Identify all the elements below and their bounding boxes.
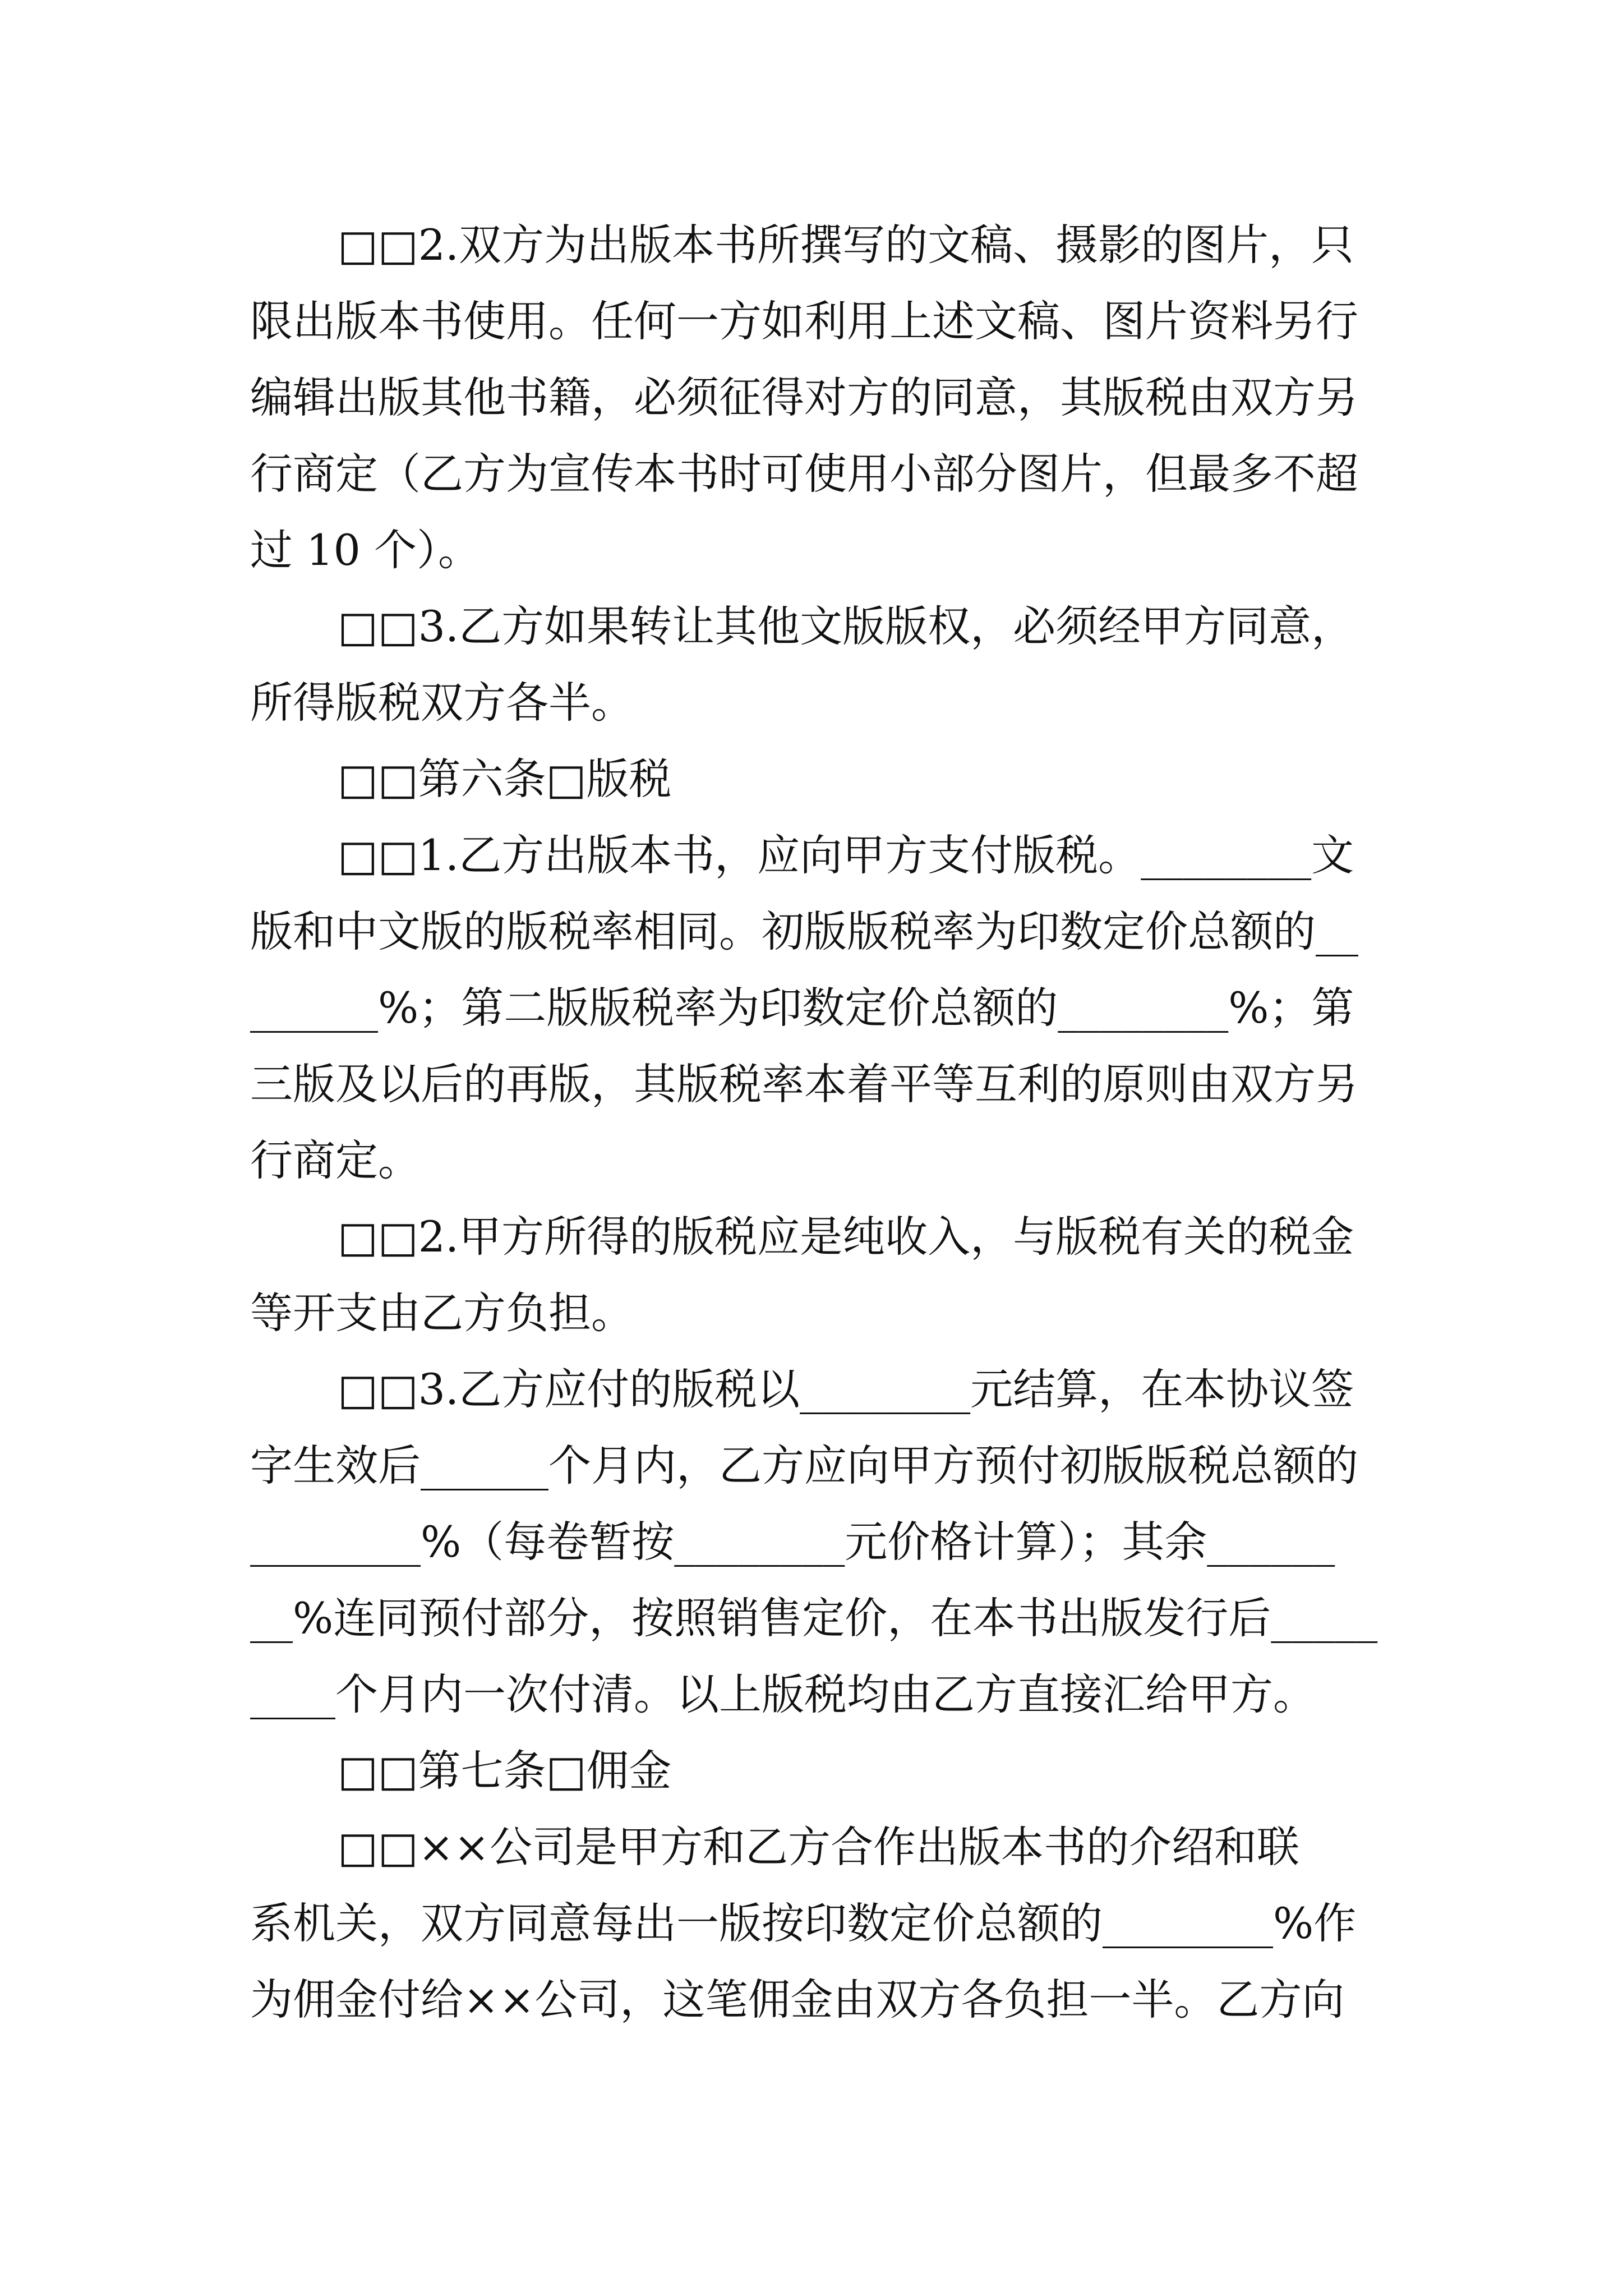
- line-text: 过 10 个）。: [250, 525, 481, 575]
- paragraph-line: [0, 435, 1623, 513]
- line-text: 行商定（乙方为宣传本书时可使用小部分图片，但最多不超: [250, 449, 1358, 499]
- paragraph-line: [0, 816, 1623, 895]
- line-text: 限出版本书使用。任何一方如利用上述文稿、图片资料另行: [250, 296, 1358, 346]
- line-text: ________%（每卷暂按________元价格计算）；其余______: [250, 1517, 1335, 1567]
- paragraph-line: [0, 1808, 1623, 1887]
- line-text: 系机关，双方同意每出一版按印数定价总额的________%作: [250, 1898, 1357, 1948]
- paragraph-line: [0, 1427, 1623, 1505]
- line-text: □□2.双方为出版本书所撰写的文稿、摄影的图片，只: [338, 220, 1354, 270]
- line-text: 行商定。: [250, 1135, 421, 1185]
- line-text: □□1.乙方出版本书，应向甲方支付版税。________文: [338, 830, 1354, 880]
- line-text: 字生效后______个月内，乙方应向甲方预付初版版税总额的: [250, 1441, 1358, 1490]
- line-text: □□××公司是甲方和乙方合作出版本书的介绍和联: [338, 1822, 1299, 1872]
- line-text: ______%；第二版版税率为印数定价总额的________%；第: [250, 983, 1354, 1033]
- paragraph-line: [0, 282, 1623, 361]
- paragraph-line: [0, 511, 1623, 590]
- paragraph-line: [0, 1579, 1623, 1658]
- paragraph-line: [0, 892, 1623, 971]
- paragraph-line: [0, 1961, 1623, 2039]
- paragraph-line: [0, 1503, 1623, 1581]
- paragraph-line: [0, 664, 1623, 742]
- paragraph-line: [0, 1274, 1623, 1352]
- section-heading: [0, 1732, 1623, 1810]
- line-text: ____个月内一次付清。以上版税均由乙方直接汇给甲方。: [250, 1669, 1316, 1719]
- paragraph-line: [0, 1045, 1623, 1124]
- line-text: □□3.乙方如果转让其他文版版权，必须经甲方同意，: [338, 601, 1354, 651]
- line-text: __%连同预付部分，按照销售定价，在本书出版发行后_____: [250, 1593, 1378, 1643]
- paragraph-line: [0, 969, 1623, 1047]
- paragraph-line: [0, 587, 1623, 666]
- line-text: 等开支由乙方负担。: [250, 1288, 634, 1338]
- paragraph-line: [0, 1350, 1623, 1429]
- line-text: 为佣金付给××公司，这笔佣金由双方各负担一半。乙方向: [250, 1975, 1345, 2024]
- paragraph-line: [0, 358, 1623, 437]
- line-text: 编辑出版其他书籍，必须征得对方的同意，其版税由双方另: [250, 372, 1358, 422]
- line-text: 版和中文版的版税率相同。初版版税率为印数定价总额的__: [250, 907, 1358, 956]
- line-text: □□3.乙方应付的版税以________元结算，在本协议签: [338, 1364, 1354, 1414]
- paragraph-line: [0, 1121, 1623, 1200]
- line-text: □□第六条□版税: [338, 754, 672, 804]
- line-text: 所得版税双方各半。: [250, 678, 634, 728]
- paragraph-line: [0, 1884, 1623, 1963]
- paragraph-line: [0, 1198, 1623, 1276]
- line-text: 三版及以后的再版，其版税率本着平等互利的原则由双方另: [250, 1059, 1358, 1109]
- line-text: □□第七条□佣金: [338, 1746, 672, 1796]
- line-text: □□2.甲方所得的版税应是纯收入，与版税有关的税金: [338, 1212, 1354, 1262]
- paragraph-line: [0, 1655, 1623, 1734]
- section-heading: [0, 740, 1623, 818]
- paragraph-line: [0, 206, 1623, 284]
